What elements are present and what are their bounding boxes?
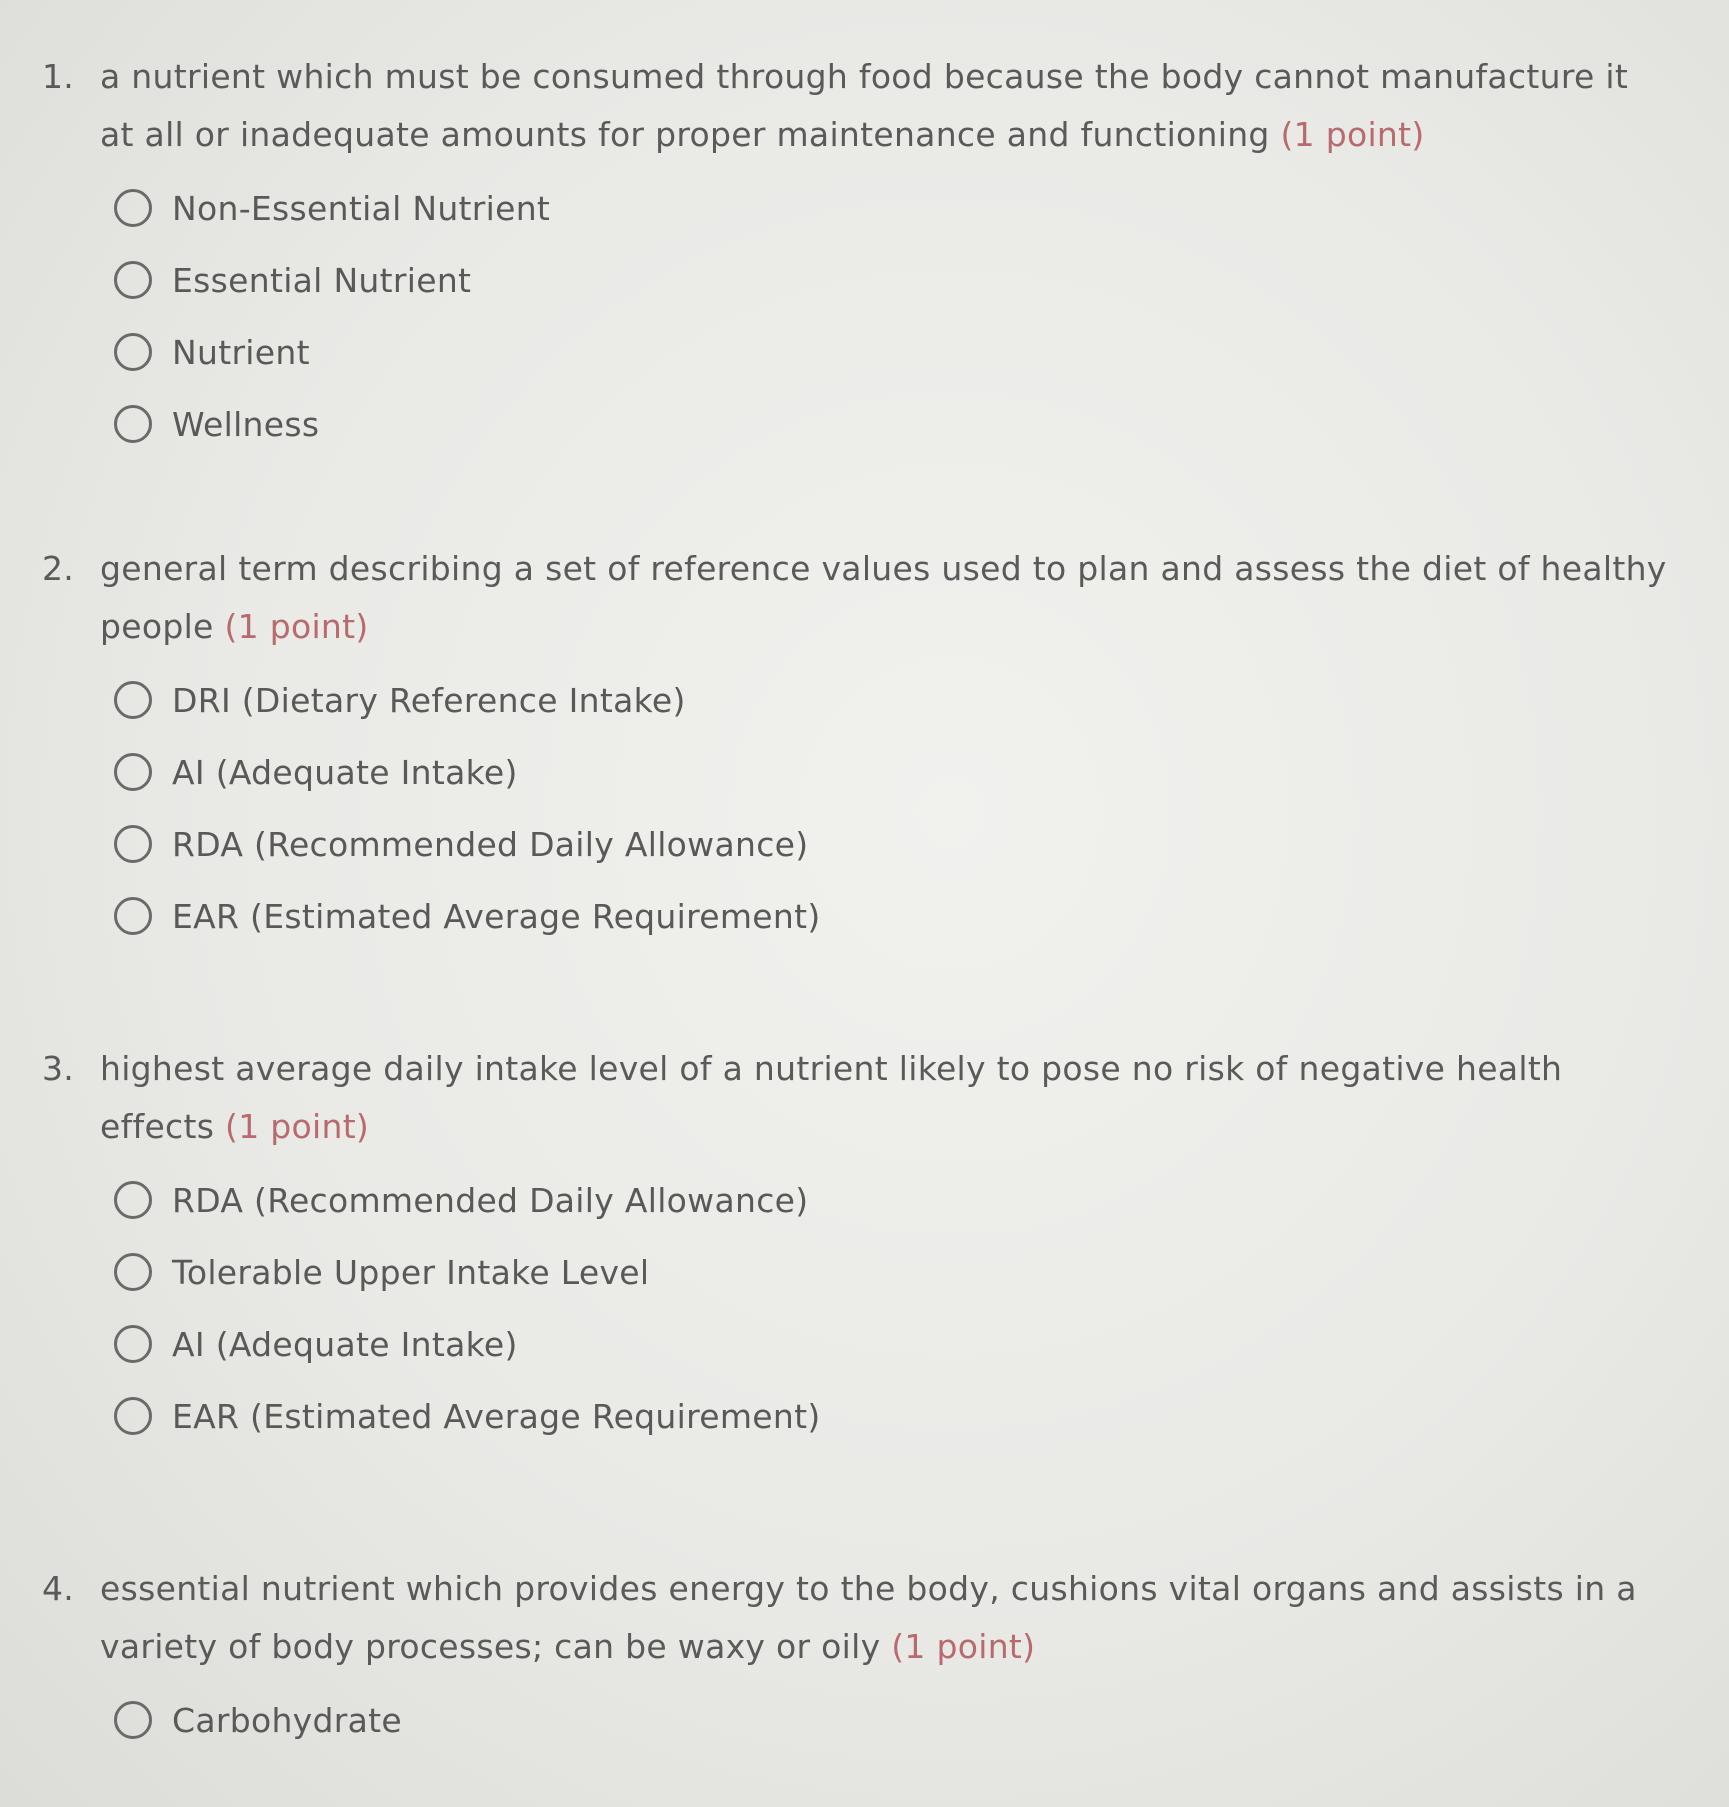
answer-options [42,1684,1672,1756]
answer-option[interactable] [114,880,1672,952]
question-2 [42,540,1672,952]
answer-option[interactable] [114,388,1672,460]
option-label: Wellness [172,404,320,444]
question-text-wrapper [100,48,1672,164]
question-prompt [42,48,1672,164]
question-number: 1. [42,57,75,96]
question-text: general term describing a set of reference values used to plan and assess the diet of healthy people [100,549,1667,646]
question-text: a nutrient which must be consumed through food because the body cannot manufacture it at all or inadequate amounts for proper maintenance and functioning [100,57,1629,154]
option-label: DRI (Dietary Reference Intake) [172,680,686,720]
option-label: Non-Essential Nutrient [172,188,551,228]
answer-options [42,664,1672,952]
question-text: highest average daily intake level of a nutrient likely to pose no risk of negative health effects [100,1049,1563,1146]
question-number: 2. [42,549,75,588]
question-prompt [42,1040,1672,1156]
question-prompt [42,1560,1672,1676]
question-4 [42,1560,1672,1756]
answer-option[interactable] [114,316,1672,388]
option-label: RDA (Recommended Daily Allowance) [172,1180,809,1220]
radio-button[interactable] [114,825,152,863]
answer-option[interactable] [114,1164,1672,1236]
option-label: EAR (Estimated Average Requirement) [172,1396,821,1436]
points-label: (1 point) [225,1107,370,1146]
radio-button[interactable] [114,1325,152,1363]
question-text: essential nutrient which provides energy to the body, cushions vital organs and assists in a variety of body processes; can be waxy or oily [100,1569,1637,1666]
radio-button[interactable] [114,1253,152,1291]
radio-button[interactable] [114,1701,152,1739]
option-label: Tolerable Upper Intake Level [172,1252,650,1292]
answer-option[interactable] [114,664,1672,736]
answer-option[interactable] [114,808,1672,880]
radio-button[interactable] [114,189,152,227]
question-text-wrapper [100,1560,1672,1676]
question-text-wrapper [100,1040,1672,1156]
answer-option[interactable] [114,172,1672,244]
question-number: 4. [42,1569,75,1608]
answer-options [42,1164,1672,1452]
question-3 [42,1040,1672,1452]
option-label: Nutrient [172,332,310,372]
answer-option[interactable] [114,736,1672,808]
points-label: (1 point) [1280,115,1425,154]
question-text-wrapper [100,540,1672,656]
option-label: RDA (Recommended Daily Allowance) [172,824,809,864]
answer-option[interactable] [114,1380,1672,1452]
option-label: Essential Nutrient [172,260,472,300]
radio-button[interactable] [114,1181,152,1219]
radio-button[interactable] [114,681,152,719]
points-label: (1 point) [224,607,369,646]
radio-button[interactable] [114,753,152,791]
option-label: EAR (Estimated Average Requirement) [172,896,821,936]
radio-button[interactable] [114,405,152,443]
points-label: (1 point) [891,1627,1036,1666]
radio-button[interactable] [114,1397,152,1435]
question-1 [42,48,1672,460]
answer-option[interactable] [114,244,1672,316]
radio-button[interactable] [114,897,152,935]
option-label: AI (Adequate Intake) [172,752,518,792]
answer-options [42,172,1672,460]
option-label: Carbohydrate [172,1700,402,1740]
radio-button[interactable] [114,333,152,371]
option-label: AI (Adequate Intake) [172,1324,518,1364]
question-number: 3. [42,1049,75,1088]
answer-option[interactable] [114,1684,1672,1756]
question-prompt [42,540,1672,656]
answer-option[interactable] [114,1308,1672,1380]
answer-option[interactable] [114,1236,1672,1308]
radio-button[interactable] [114,261,152,299]
